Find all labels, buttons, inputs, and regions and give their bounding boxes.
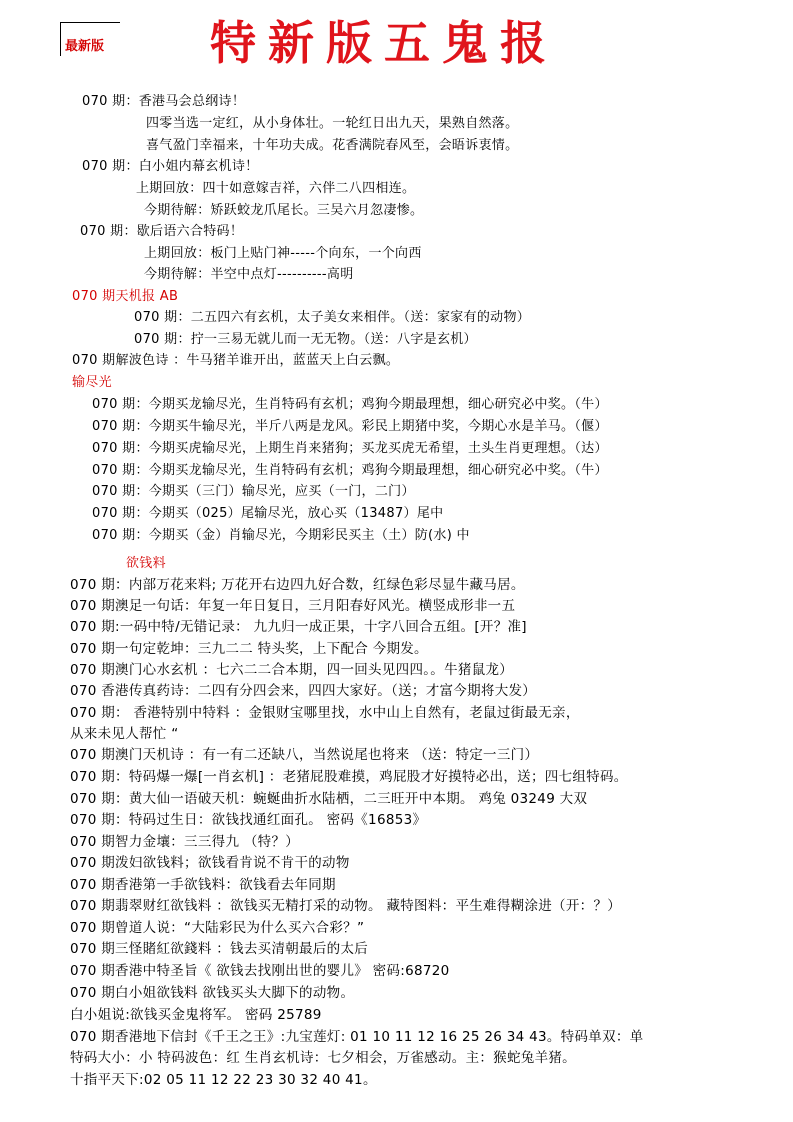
text-line: 070 期：二五四六有玄机，太子美女来相伴。（送：家家有的动物）: [134, 310, 531, 325]
text-line: 070 期：拧一三易无就儿而一无无物。（送：八字是玄机）: [134, 332, 477, 347]
text-line: 070 期：今期买（金）肖输尽光，今期彩民买主（土）防(水) 中: [92, 528, 470, 543]
text-line: 070 期智力金壤：三三得九 （特？）: [70, 834, 300, 850]
text-line: 特码大小：小 特码波色：红 生肖玄机诗：七夕相会，万雀感动。主：猴蛇兔羊猪。: [70, 1050, 576, 1066]
text-line: 四零当选一定红，从小身体壮。一轮红日出九天，果熟自然落。: [146, 116, 519, 131]
text-line: 白小姐说:欲钱买金鬼将军。 密码 25789: [70, 1007, 322, 1023]
edition-badge: [60, 22, 120, 56]
text-line: 070 期香港地下信封《千王之王》:九宝莲灯: 01 10 11 12 16 25 26 34 43。特码单双：单: [70, 1029, 644, 1045]
text-line: 070 期：今期买（025）尾输尽光，放心买（13487）尾中: [92, 506, 444, 521]
text-line: 今期待解：半空中点灯----------高明: [144, 267, 354, 282]
text-line: 070 期:一码中特/无错记录： 九九归一成正果，十字八回合五组。[开？准]: [70, 619, 527, 635]
text-line: 070 期一句定乾坤：三九二二 特头奖，上下配合 今期发。: [70, 641, 428, 657]
edition-badge-label: 最新版: [65, 39, 105, 54]
page-title: 特新版五鬼报: [210, 16, 558, 70]
text-line: 070 期：今期买虎输尽光，上期生肖来猪狗；买龙买虎无希望，土头生肖更理想。（达）: [92, 441, 608, 456]
section-heading: 输尽光: [72, 375, 112, 390]
text-line: 070 期白小姐欲钱料 欲钱买头大脚下的动物。: [70, 985, 355, 1001]
section-heading: 070 期天机报 AB: [72, 289, 179, 304]
text-line: 070 期香港第一手欲钱料：欲钱看去年同期: [70, 877, 336, 893]
text-line: 070 期曾道人说：“大陆彩民为什么买六合彩？”: [70, 920, 365, 936]
text-line: 喜气盈门幸福来，十年功夫成。花香满院春风至，会晤诉衷情。: [146, 138, 519, 153]
text-line: 070 期翡翠财红欲钱料 ：欲钱买无精打采的动物。 藏特图料：平生难得糊涂进（开：？）: [70, 898, 622, 914]
text-line: 上期回放：板门上贴门神-----个向东，一个向西: [144, 246, 422, 261]
text-line: 070 期：香港马会总纲诗！: [82, 94, 246, 109]
text-line: 十指平天下:02 05 11 12 22 23 30 32 40 41。: [70, 1072, 377, 1088]
section-heading: 欲钱料: [126, 556, 166, 571]
text-line: 070 期：白小姐内幕玄机诗！: [82, 159, 259, 174]
text-line: 070 期：今期买牛输尽光，半斤八两是龙风。彩民上期猪中奖，今期心水是羊马。（偃）: [92, 419, 608, 434]
text-line: 070 期：今期买（三门）输尽光，应买（一门，二门）: [92, 484, 415, 499]
text-line: 070 期澳门心水玄机 ：七六二二合本期，四一回头见四四。。牛猪鼠龙）: [70, 662, 514, 678]
text-line: 070 期解波色诗 ：牛马猪羊谁开出，蓝蓝天上白云飘。: [72, 353, 400, 368]
text-line: 070 期：内部万花来料; 万花开右边四九好合数，红绿色彩尽显牛藏马居。: [70, 577, 525, 593]
text-line: 070 期澳足一句话：年复一年日复日，三月阳春好风光。横竖成形非一五: [70, 598, 516, 614]
text-line: 070 期三怪賭紅欲錢料 ：钱去买清朝最后的太后: [70, 941, 369, 957]
text-line: 070 期：歇后语六合特码！: [80, 224, 244, 239]
text-line: 070 期：特码过生日：欲钱找通红面孔。 密码《16853》: [70, 812, 427, 828]
text-line: 070 期泼妇欲钱料；欲钱看肯说不肯干的动物: [70, 855, 350, 871]
text-line: 070 香港传真药诗：二四有分四会来，四四大家好。（送；才富今期将大发）: [70, 683, 537, 699]
text-line: 070 期香港中特圣旨《 欲钱去找刚出世的婴儿》 密码:68720: [70, 963, 450, 979]
text-line: 今期待解：矫跃蛟龙爪尾长。三吴六月忽凄惨。: [144, 203, 424, 218]
text-line: 070 期：特码爆一爆[一肖玄机] ：老猪屁股难摸，鸡屁股才好摸特必出，送；四七组特码。: [70, 769, 628, 785]
text-line: 070 期：今期买龙输尽光，生肖特码有玄机；鸡狗今期最理想，细心研究必中奖。（牛）: [92, 463, 608, 478]
text-line: 070 期澳门天机诗 ：有一有二还缺八，当然说尾也将来 （送：特定一三门）: [70, 747, 539, 763]
text-line: 070 期：今期买龙输尽光，生肖特码有玄机；鸡狗今期最理想，细心研究必中奖。（牛）: [92, 397, 608, 412]
text-line: 070 期：黄大仙一语破天机：蜿蜒曲折水陆栖，二三旺开中本期。 鸡兔 03249 大双: [70, 791, 588, 807]
text-line: 上期回放：四十如意嫁吉祥，六伴二八四相连。: [136, 181, 416, 196]
text-line: 从来未见人帮忙 “: [70, 726, 179, 742]
text-line: 070 期： 香港特别中特料 ：金银财宝哪里找，水中山上自然有，老鼠过街最无亲，: [70, 705, 580, 721]
